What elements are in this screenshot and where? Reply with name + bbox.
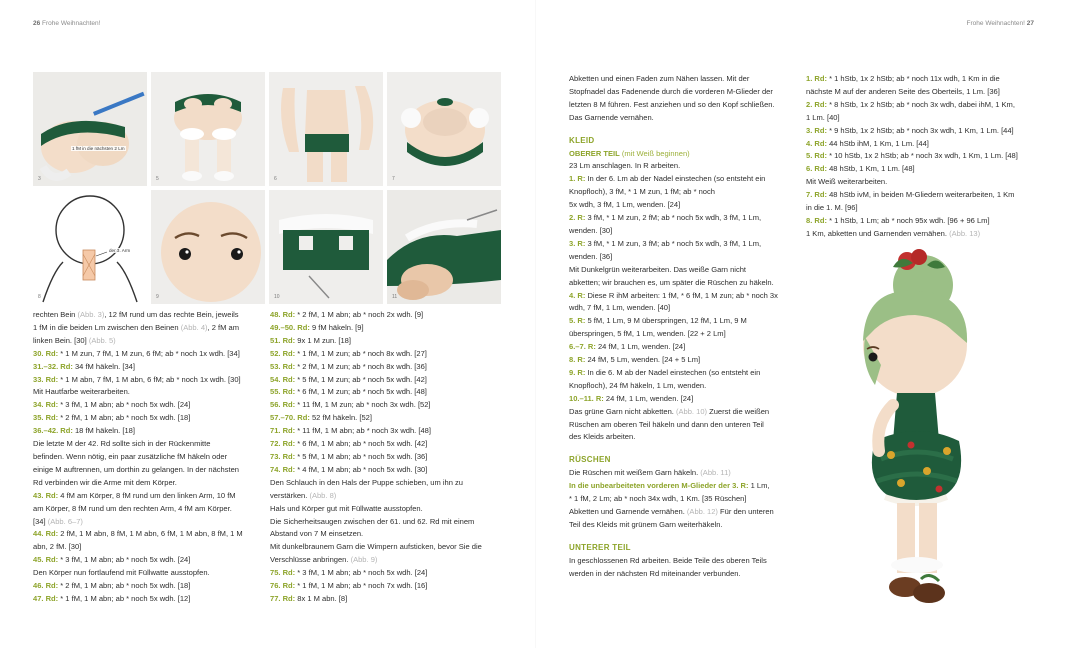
instruction-line xyxy=(33,374,243,387)
instruction-line xyxy=(33,593,243,606)
head-closing-text xyxy=(569,73,778,125)
instruction-line xyxy=(270,580,482,593)
instruction-text: 1 Lm. [40] xyxy=(806,112,840,122)
instruction-line xyxy=(33,425,243,438)
instruction-text: Teil des Kleids mit grünem Garn weiterhäkeln. xyxy=(569,519,723,529)
instruction-text: * 8 hStb, 1x 2 hStb; ab * noch 3x wdh, dabei ihM, 1 Km, xyxy=(826,99,1015,109)
instruction-text: * 2 fM, 1 M abn; ab * noch 2x wdh. [9] xyxy=(295,310,424,319)
instruction-line xyxy=(33,399,243,412)
instruction-text: 23 Lm anschlagen. In R arbeiten. xyxy=(569,161,681,171)
instruction-line xyxy=(33,528,243,541)
round-label: 1. R: xyxy=(569,174,586,184)
instruction-text: , 2 fM am xyxy=(207,322,239,332)
instruction-text: Abketten und einen Faden zum Nähen lassen. Mit der xyxy=(569,74,750,83)
instruction-text: Mit Hautfarbe weiterarbeiten. xyxy=(33,387,130,397)
instruction-line xyxy=(33,361,243,374)
instructions-column-3 xyxy=(569,73,778,581)
figure-reference: (Abb. 4) xyxy=(180,322,208,332)
instruction-text: wenden. [30] xyxy=(569,225,613,235)
instruction-text: * 1 hStb, 1x 2 hStb; ab * noch 11x wdh, 1 Km in die xyxy=(826,74,1000,83)
instruction-text: * 1 fM, 1 M abn; ab * noch 7x wdh. [16] xyxy=(295,581,428,591)
instruction-line xyxy=(806,73,1018,86)
round-label: 33. Rd: xyxy=(33,374,59,384)
round-label: 54. Rd: xyxy=(270,374,296,384)
instruction-line xyxy=(33,335,243,348)
instruction-line xyxy=(569,419,778,432)
instruction-line xyxy=(569,160,778,173)
left-page-number: 26 xyxy=(33,20,41,27)
instruction-text: überspringen, 5 fM, 1 Lm, wenden. [22 + 2 Lm] xyxy=(569,329,726,339)
instruction-line xyxy=(270,425,482,438)
instruction-line xyxy=(270,335,482,348)
instruction-line xyxy=(569,406,778,419)
instruction-text: * 1 fM, 1 M abn; ab * noch 5x wdh. [12] xyxy=(58,593,191,603)
photo-step-8-diagram xyxy=(33,190,147,304)
instruction-text: 24 fM, 1 Lm, wenden. [24] xyxy=(595,342,686,352)
instructions-column-2 xyxy=(270,309,482,606)
instruction-line xyxy=(270,386,482,399)
dress-top-rows xyxy=(569,160,778,444)
round-label: 71. Rd: xyxy=(270,426,296,436)
instruction-text: 24 fM, 1 Lm, wenden. [24] xyxy=(603,393,694,403)
crochet-ruffles-illustration xyxy=(387,190,501,304)
instruction-line xyxy=(806,215,1018,228)
instruction-text: Die Rüschen mit weißem Garn häkeln. xyxy=(569,468,701,478)
round-label: 56. Rd: xyxy=(270,400,296,410)
instruction-text: 1 fM in die beiden Lm zwischen den Beinen xyxy=(33,322,181,332)
instruction-line xyxy=(33,412,243,425)
round-label: 55. Rd: xyxy=(270,387,296,397)
instruction-line xyxy=(270,309,482,322)
dress-bottom-intro xyxy=(569,555,778,581)
instruction-text: linken Bein. [30] xyxy=(33,335,89,345)
instruction-text: nächste M auf der anderen Seite des Oberteils, 1 Lm. [36] xyxy=(806,86,1000,96)
instruction-line xyxy=(270,361,482,374)
instruction-line xyxy=(33,386,243,399)
instruction-text: am Körper, 8 fM rund um den rechten Arm, 4 fM am Körper. xyxy=(33,503,232,513)
instruction-line xyxy=(33,451,243,464)
instruction-text: Knopfloch), 24 fM häkeln, 1 Lm, wenden. xyxy=(569,380,707,390)
doll-neck-diagram xyxy=(33,190,147,304)
instruction-line xyxy=(33,516,243,529)
instruction-text: abn, 2 fM. [30] xyxy=(33,542,82,552)
instruction-line xyxy=(270,399,482,412)
round-label: 3. R: xyxy=(569,238,586,248)
crochet-torso-illustration xyxy=(387,72,501,186)
instruction-line xyxy=(33,348,243,361)
left-page-header xyxy=(33,20,100,27)
photo-label: 7 xyxy=(392,176,395,182)
instruction-line xyxy=(270,464,482,477)
instruction-line xyxy=(806,163,1018,176)
round-label: 49.–50. Rd: xyxy=(270,322,310,332)
instruction-line xyxy=(270,322,482,335)
instruction-text: * 3 fM, 1 M abn; ab * noch 5x wdh. [24] xyxy=(58,555,191,565)
instruction-line xyxy=(33,541,243,554)
instruction-text: abketten; wir brauchen es, um später die Rüschen zu häkeln. xyxy=(569,277,774,287)
round-label: 2. Rd: xyxy=(806,99,827,109)
instruction-line xyxy=(33,477,243,490)
instruction-line xyxy=(569,112,778,125)
figure-reference: (Abb. 6–7) xyxy=(47,516,83,526)
figure-reference: (Abb. 9) xyxy=(350,555,378,565)
round-label: 57.–70. Rd: xyxy=(270,413,310,423)
instruction-line xyxy=(270,412,482,425)
round-label: 34. Rd: xyxy=(33,400,59,410)
instruction-line xyxy=(33,322,243,335)
instruction-line xyxy=(569,186,778,199)
figure-reference: (Abb. 10) xyxy=(675,406,708,416)
instruction-line xyxy=(806,150,1018,163)
instruction-line xyxy=(806,202,1018,215)
round-label: 76. Rd: xyxy=(270,581,296,591)
photo-label: 5 xyxy=(156,176,159,182)
instruction-line xyxy=(569,367,778,380)
instruction-line xyxy=(270,593,482,606)
instruction-text: Rüschen am oberen Teil häkeln und dann den unteren Teil xyxy=(569,419,764,429)
instruction-line xyxy=(270,348,482,361)
instruction-text: 2 fM, 1 M abn, 8 fM, 1 M abn, 6 fM, 1 M abn, 8 fM, 1 M xyxy=(58,529,243,539)
instruction-text: Zuerst die weißen xyxy=(707,406,770,416)
instruction-line xyxy=(569,315,778,328)
ruffles-rows xyxy=(569,467,778,532)
instruction-line xyxy=(270,554,482,567)
instruction-text: Den Schlauch in den Hals der Puppe schieben, um ihn zu xyxy=(270,477,463,487)
instruction-text: 9 fM häkeln. [9] xyxy=(309,322,364,332)
round-label: 52. Rd: xyxy=(270,348,296,358)
instruction-line xyxy=(569,199,778,212)
round-label: 47. Rd: xyxy=(33,593,59,603)
instruction-text: 8x 1 M abn. [8] xyxy=(295,593,348,603)
instruction-text: * 1 hStb, 1 Lm; ab * noch 95x wdh. [96 + 96 Lm] xyxy=(826,215,990,225)
photo-step-10 xyxy=(269,190,383,304)
instruction-text: * 2 fM, 1 M abn; ab * noch 5x wdh. [18] xyxy=(58,581,191,591)
round-label: 72. Rd: xyxy=(270,439,296,449)
round-label: 31.–32. Rd: xyxy=(33,361,73,371)
instruction-text: Abstand von 7 M einsetzen. xyxy=(270,529,364,539)
instruction-line xyxy=(569,99,778,112)
figure-reference: (Abb. 12) xyxy=(686,507,718,516)
instruction-line xyxy=(270,438,482,451)
instruction-line xyxy=(270,374,482,387)
instruction-text: * 2 fM, 1 M abn; ab * noch 5x wdh. [18] xyxy=(58,413,191,423)
instruction-line xyxy=(806,86,1018,99)
instruction-text: verstärken. xyxy=(270,490,310,500)
photo-label: 10 xyxy=(274,294,280,300)
instruction-line xyxy=(569,212,778,225)
instruction-line xyxy=(569,431,778,444)
instruction-text: 34 fM häkeln. [34] xyxy=(72,361,135,371)
instruction-line xyxy=(270,451,482,464)
figure-reference: (Abb. 13) xyxy=(949,228,981,238)
instruction-line xyxy=(33,309,243,322)
instruction-text: befinden. Wenn nötig, ein paar zusätzliche fM häkeln oder xyxy=(33,451,228,461)
instruction-line xyxy=(569,264,778,277)
instruction-line xyxy=(33,490,243,503)
instruction-line xyxy=(270,490,482,503)
round-label: 8. Rd: xyxy=(806,215,827,225)
round-label: 1. Rd: xyxy=(806,74,827,83)
instruction-text: * 3 fM, 1 M abn; ab * noch 5x wdh. [24] xyxy=(295,568,428,578)
round-label: 4. R: xyxy=(569,290,586,300)
photo-caption: 1 fM in die nächsten 2 Lm xyxy=(72,146,125,151)
right-page-header xyxy=(967,20,1034,27)
instruction-text: 9x 1 M zun. [18] xyxy=(295,335,351,345)
photo-label: 9 xyxy=(156,294,159,300)
round-label: 5. Rd: xyxy=(806,151,827,161)
instruction-text: 1 Lm, xyxy=(748,481,770,491)
instruction-line xyxy=(270,477,482,490)
instruction-line xyxy=(270,528,482,541)
instruction-line xyxy=(33,580,243,593)
instruction-line xyxy=(569,290,778,303)
photo-label: 3 xyxy=(38,176,41,182)
subsection-oberer-teil: OBERER TEIL (mit Weiß beginnen) xyxy=(569,148,690,158)
round-label: 43. Rd: xyxy=(33,490,59,500)
round-label: 9. R: xyxy=(569,367,586,377)
instruction-text: * 1 fM, 1 M zun; ab * noch 8x wdh. [27] xyxy=(295,348,427,358)
instruction-text: Mit Dunkelgrün weiterarbeiten. Das weiße Garn nicht xyxy=(569,264,747,274)
instruction-line xyxy=(569,302,778,315)
figure-reference: (Abb. 11) xyxy=(700,468,731,478)
round-label: 30. Rd: xyxy=(33,348,59,358)
photo-step-7 xyxy=(387,72,501,186)
instruction-line xyxy=(569,225,778,238)
instruction-text: * 9 hStb, 1x 2 hStb; ab * noch 3x wdh, 1 Km, 1 Lm. [44] xyxy=(826,125,1014,135)
round-label: 77. Rd: xyxy=(270,593,296,603)
round-label: 5. R: xyxy=(569,316,586,326)
round-label: 73. Rd: xyxy=(270,451,296,461)
instruction-text: des Kleids arbeiten. xyxy=(569,432,636,442)
photo-step-9 xyxy=(151,190,265,304)
photo-label: 6 xyxy=(274,176,277,182)
instruction-line xyxy=(33,438,243,451)
instruction-line xyxy=(569,555,778,568)
instruction-line xyxy=(569,73,778,86)
instruction-text: , 12 fM rund um das rechte Bein, jeweils xyxy=(104,310,239,319)
instruction-text: * 6 fM, 1 M abn; ab * noch 5x wdh. [42] xyxy=(295,439,428,449)
round-label: 35. Rd: xyxy=(33,413,59,423)
instruction-text: * 5 fM, 1 M abn; ab * noch 5x wdh. [36] xyxy=(295,451,428,461)
instruction-text: 52 fM häkeln. [52] xyxy=(309,413,372,423)
figure-reference: (Abb. 5) xyxy=(88,335,116,345)
instruction-text: 48 hStb, 1 Km, 1 Lm. [48] xyxy=(826,164,915,174)
instruction-text: Verschlüsse anbringen. xyxy=(270,555,351,565)
section-heading-kleid: KLEID xyxy=(569,135,595,145)
book-gutter xyxy=(535,0,536,648)
instruction-text: letzten 8 M führen. Fest anziehen und so den Kopf schließen. xyxy=(569,99,775,109)
instruction-text: 1 Km, abketten und Garnenden vernähen. xyxy=(806,228,950,238)
instruction-text: rechten Bein xyxy=(33,310,78,319)
instruction-text: Stopfnadel das Fadenende durch die vorderen M-Glieder der xyxy=(569,86,773,96)
figure-reference: (Abb. 3) xyxy=(77,310,105,319)
photo-step-6 xyxy=(269,72,383,186)
round-label: 75. Rd: xyxy=(270,568,296,578)
instruction-text: * 4 fM, 1 M abn; ab * noch 5x wdh. [30] xyxy=(295,464,428,474)
section-heading-rueschen: RÜSCHEN xyxy=(569,455,611,465)
instruction-text: Das Garnende vernähen. xyxy=(569,112,654,122)
instruction-text: 3 fM, * 1 M zun, 2 fM; ab * noch 5x wdh, 3 fM, 1 Lm, xyxy=(585,213,762,223)
round-label: 48. Rd: xyxy=(270,310,296,319)
instruction-line xyxy=(569,277,778,290)
instruction-text: In geschlossenen Rd arbeiten. Beide Teile des oberen Teils xyxy=(569,555,767,565)
round-label: 36.–42. Rd: xyxy=(33,426,73,436)
instruction-line xyxy=(569,493,778,506)
instruction-text: * 11 fM, 1 M abn; ab * noch 3x wdh. [48] xyxy=(295,426,431,436)
round-label: 3. Rd: xyxy=(806,125,827,135)
instruction-text: Den Körper nun fortlaufend mit Füllwatte ausstopfen. xyxy=(33,568,210,578)
instruction-text: 44 hStb ihM, 1 Km, 1 Lm. [44] xyxy=(826,138,929,148)
instruction-text: einige M auftrennen, um dorthin zu gelangen. In der nächsten xyxy=(33,464,239,474)
instruction-line xyxy=(569,480,778,493)
photo-label: 11 xyxy=(392,294,398,300)
figure-reference: (Abb. 8) xyxy=(309,490,337,500)
instruction-line xyxy=(806,189,1018,202)
section-heading-unterer-teil: UNTERER TEIL xyxy=(569,542,631,552)
instruction-text: Das grüne Garn nicht abketten. xyxy=(569,406,676,416)
instruction-text: Für den unteren xyxy=(717,507,774,516)
instruction-line xyxy=(270,516,482,529)
round-label: 2. R: xyxy=(569,213,586,223)
instruction-line xyxy=(806,138,1018,151)
instruction-text: in die 1. M. [96] xyxy=(806,203,858,213)
instruction-text: * 1 fM, 2 Lm; ab * noch 34x wdh, 1 Km. [35 Rüschen] xyxy=(569,494,747,504)
instruction-line xyxy=(569,86,778,99)
instruction-text: In die 6. M ab der Nadel einstechen (so entsteht ein xyxy=(585,367,761,377)
instruction-text: 5 fM, 1 Lm, 9 M überspringen, 12 fM, 1 Lm, 9 M xyxy=(585,316,747,326)
instruction-line xyxy=(806,99,1018,112)
crochet-arms-legs-illustration xyxy=(269,72,383,186)
instruction-text: wenden. [36] xyxy=(569,251,613,261)
instruction-line xyxy=(806,125,1018,138)
instruction-line xyxy=(33,464,243,477)
instruction-line xyxy=(270,541,482,554)
instruction-line xyxy=(569,380,778,393)
instruction-text: Diese R ihM arbeiten: 1 fM, * 6 fM, 1 M zun; ab * noch 3x xyxy=(585,290,778,300)
instruction-text: * 3 fM, 1 M abn; ab * noch 5x wdh. [24] xyxy=(58,400,191,410)
instruction-text: Hals und Körper gut mit Füllwatte ausstopfen. xyxy=(270,503,423,513)
instruction-text: * 1 M abn, 7 fM, 1 M abn, 6 fM; ab * noch 1x wdh. [30] xyxy=(58,374,241,384)
round-label: 51. Rd: xyxy=(270,335,296,345)
round-label: 6. Rd: xyxy=(806,164,827,174)
crochet-dress-top-illustration xyxy=(269,190,383,304)
instruction-line xyxy=(569,393,778,406)
instruction-line xyxy=(569,341,778,354)
instruction-text: werden in der nächsten Rd miteinander verbunden. xyxy=(569,568,741,578)
instruction-text: [34] xyxy=(33,516,48,526)
instruction-line xyxy=(569,506,778,519)
instruction-text: 4 fM am Körper, 8 fM rund um den linken Arm, 10 fM xyxy=(58,490,236,500)
instruction-text: Rd verbinden wir die Arme mit dem Körper. xyxy=(33,477,177,487)
right-page-title: Frohe Weihnachten! xyxy=(966,20,1025,27)
instruction-line xyxy=(270,567,482,580)
crochet-head-illustration xyxy=(151,190,265,304)
instruction-text: * 11 fM, 1 M zun; ab * noch 3x wdh. [52] xyxy=(295,400,431,410)
highlight-text: In die unbearbeiteten vorderen M-Glieder der 3. R: xyxy=(569,481,749,491)
instruction-text: * 6 fM, 1 M zun; ab * noch 5x wdh. [48] xyxy=(295,387,427,397)
instruction-text: In der 6. Lm ab der Nadel einstechen (so entsteht ein xyxy=(585,174,766,184)
left-page-title: Frohe Weihnachten! xyxy=(42,20,101,27)
round-label: 10.–11. R: xyxy=(569,393,604,403)
instruction-line xyxy=(569,568,778,581)
round-label: 7. Rd: xyxy=(806,190,827,200)
instruction-line xyxy=(569,519,778,532)
instruction-text: 18 fM häkeln. [18] xyxy=(72,426,135,436)
instruction-text: Die letzte M der 42. Rd sollte sich in der Rückenmitte xyxy=(33,439,211,449)
instruction-line xyxy=(569,251,778,264)
round-label: 44. Rd: xyxy=(33,529,59,539)
crochet-legs-illustration xyxy=(33,72,147,186)
instructions-column-4 xyxy=(806,73,1018,241)
round-label: 45. Rd: xyxy=(33,555,59,565)
instruction-line xyxy=(806,228,1018,241)
photo-step-3 xyxy=(33,72,147,186)
round-label: 46. Rd: xyxy=(33,581,59,591)
photo-step-11 xyxy=(387,190,501,304)
instruction-text: * 5 fM, 1 M zun; ab * noch 5x wdh. [42] xyxy=(295,374,427,384)
instruction-line xyxy=(33,503,243,516)
instruction-text: 5x wdh, 3 fM, 1 Lm, wenden. [24] xyxy=(569,200,681,210)
instruction-text: Abketten und Garnende vernähen. xyxy=(569,507,687,516)
instruction-line xyxy=(569,328,778,341)
instruction-text: * 1 M zun, 7 fM, 1 M zun, 6 fM; ab * noch 1x wdh. [34] xyxy=(58,348,240,358)
round-label: 4. Rd: xyxy=(806,138,827,148)
round-label: 8. R: xyxy=(569,355,586,365)
instruction-line xyxy=(569,467,778,480)
instruction-text: 24 fM, 5 Lm, wenden. [24 + 5 Lm] xyxy=(585,355,701,365)
instruction-line xyxy=(33,567,243,580)
instruction-text: Mit Weiß weiterarbeiten. xyxy=(806,177,888,187)
instruction-line xyxy=(569,354,778,367)
finished-doll-photo xyxy=(835,245,985,630)
instruction-line xyxy=(270,503,482,516)
instruction-line xyxy=(806,112,1018,125)
round-label: 53. Rd: xyxy=(270,361,296,371)
instruction-text: wdh, 7 fM, 1 Lm, wenden. [40] xyxy=(569,303,671,313)
crochet-body-illustration xyxy=(151,72,265,186)
instruction-text: 48 hStb ivM, in beiden M-Gliedern weiterarbeiten, 1 Km xyxy=(826,190,1015,200)
right-page-number: 27 xyxy=(1026,20,1034,27)
instruction-text: Knopfloch), 3 fM, * 1 M zun, 1 fM; ab * noch xyxy=(569,187,715,197)
instruction-line xyxy=(569,238,778,251)
instruction-text: * 2 fM, 1 M zun; ab * noch 8x wdh. [36] xyxy=(295,361,427,371)
instruction-line xyxy=(806,176,1018,189)
instruction-text: Mit dunkelbraunem Garn die Wimpern aufsticken, bevor Sie die xyxy=(270,542,482,552)
photo-caption: der 3. Arm xyxy=(109,248,131,253)
instruction-text: 3 fM, * 1 M zun, 3 fM; ab * noch 5x wdh, 3 fM, 1 Lm, xyxy=(585,238,762,248)
instructions-column-1 xyxy=(33,309,243,606)
instruction-text: Die Sicherheitsaugen zwischen der 61. und 62. Rd mit einem xyxy=(270,516,475,526)
round-label: 74. Rd: xyxy=(270,464,296,474)
photo-step-5 xyxy=(151,72,265,186)
instruction-line xyxy=(569,173,778,186)
photo-label: 8 xyxy=(38,294,41,300)
round-label: 6.–7. R: xyxy=(569,342,596,352)
instruction-text: * 10 hStb, 1x 2 hStb; ab * noch 3x wdh, 1 Km, 1 Lm. [48] xyxy=(826,151,1018,161)
instruction-line xyxy=(33,554,243,567)
